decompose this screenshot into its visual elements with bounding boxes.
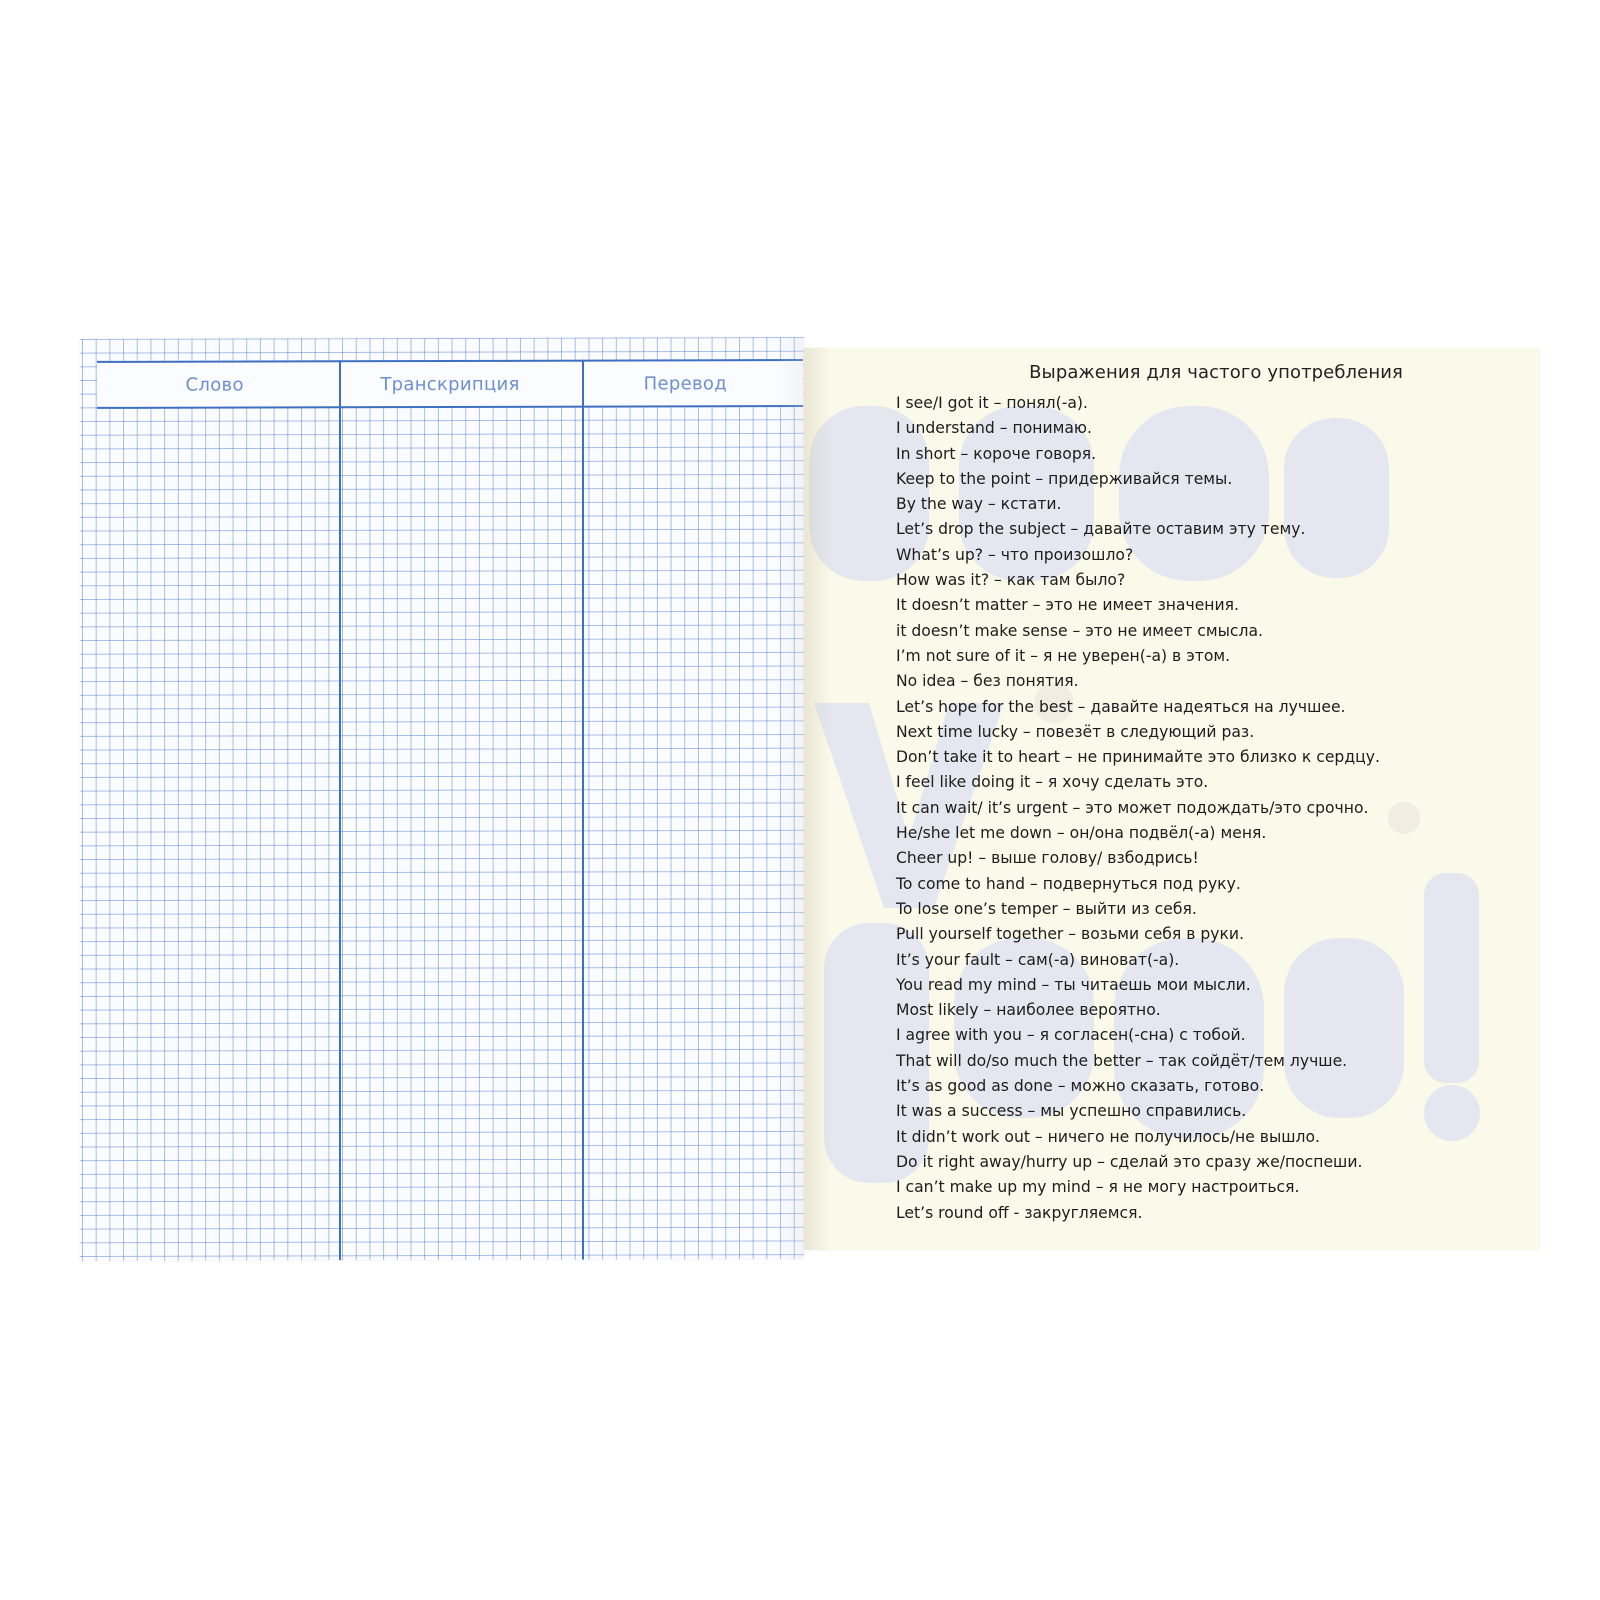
- phrase-item: It doesn’t matter – это не имеет значения.: [896, 596, 1239, 615]
- phrase-item: That will do/so much the better – так сойдёт/тем лучше.: [896, 1051, 1348, 1070]
- phrase-item: Pull yourself together – возьми себя в руки.: [896, 925, 1245, 944]
- phrase-item: Next time lucky – повезёт в следующий раз.: [896, 722, 1255, 741]
- phrase-item: Let’s drop the subject – давайте оставим эту тему.: [896, 520, 1306, 539]
- phrase-item: How was it? – как там было?: [896, 571, 1126, 590]
- phrase-item: Don’t take it to heart – не принимайте это близко к сердцу.: [896, 748, 1380, 767]
- phrase-item: You read my mind – ты читаешь мои мысли.: [896, 975, 1251, 994]
- phrase-item: He/she let me down – он/она подвёл(-а) меня.: [896, 824, 1267, 843]
- column-divider: [339, 360, 341, 1260]
- phrases-page: [804, 348, 1540, 1250]
- phrase-item: What’s up? – что произошло?: [896, 545, 1134, 564]
- phrase-item: It didn’t work out – ничего не получилось/не вышло.: [896, 1127, 1321, 1146]
- phrase-item: No idea – без понятия.: [896, 672, 1079, 691]
- vocabulary-grid-page: [80, 337, 804, 1261]
- column-divider: [582, 360, 584, 1260]
- phrase-item: I agree with you – я согласен(-сна) с тобой.: [896, 1026, 1246, 1045]
- phrase-item: I understand – понимаю.: [896, 419, 1092, 438]
- phrase-item: It was a success – мы успешно справились.: [896, 1102, 1247, 1121]
- phrase-item: It’s as good as done – можно сказать, готово.: [896, 1077, 1265, 1096]
- phrase-item: Do it right away/hurry up – сделай это сразу же/поспеши.: [896, 1152, 1363, 1171]
- phrase-item: To lose one’s temper – выйти из себя.: [896, 899, 1197, 918]
- phrase-item: Let’s hope for the best – давайте надеяться на лучшее.: [896, 697, 1346, 716]
- phrase-item: Most likely – наиболее вероятно.: [896, 1001, 1161, 1020]
- phrase-item: To come to hand – подвернуться под руку.: [896, 874, 1241, 893]
- phrase-item: By the way – кстати.: [896, 495, 1062, 514]
- column-header-word: Слово: [185, 374, 244, 396]
- phrase-item: Cheer up! – выше голову/ взбодрись!: [896, 849, 1199, 868]
- phrase-item: it doesn’t make sense – это не имеет смысла.: [896, 621, 1263, 640]
- column-header-translation: Перевод: [643, 372, 727, 394]
- phrase-item: It’s your fault – сам(-а) виноват(-а).: [896, 950, 1180, 969]
- phrase-item: I can’t make up my mind – я не могу настроиться.: [896, 1178, 1300, 1197]
- page-title: Выражения для частого употребления: [1029, 362, 1403, 383]
- phrases-content: [896, 362, 1516, 1226]
- phrase-item: I’m not sure of it – я не уверен(-а) в этом.: [896, 646, 1231, 665]
- column-header-transcription: Транскрипция: [380, 373, 520, 395]
- phrase-item: In short – короче говоря.: [896, 444, 1097, 463]
- phrase-item: It can wait/ it’s urgent – это может подождать/это срочно.: [896, 798, 1369, 817]
- phrase-item: Keep to the point – придерживайся темы.: [896, 469, 1233, 488]
- phrase-item: Let’s round off - закругляемся.: [896, 1203, 1143, 1222]
- phrase-item: I see/I got it – понял(-а).: [896, 394, 1088, 412]
- phrase-item: I feel like doing it – я хочу сделать это.: [896, 773, 1209, 792]
- phrase-list: [896, 391, 1516, 1226]
- column-header-row: [97, 359, 803, 409]
